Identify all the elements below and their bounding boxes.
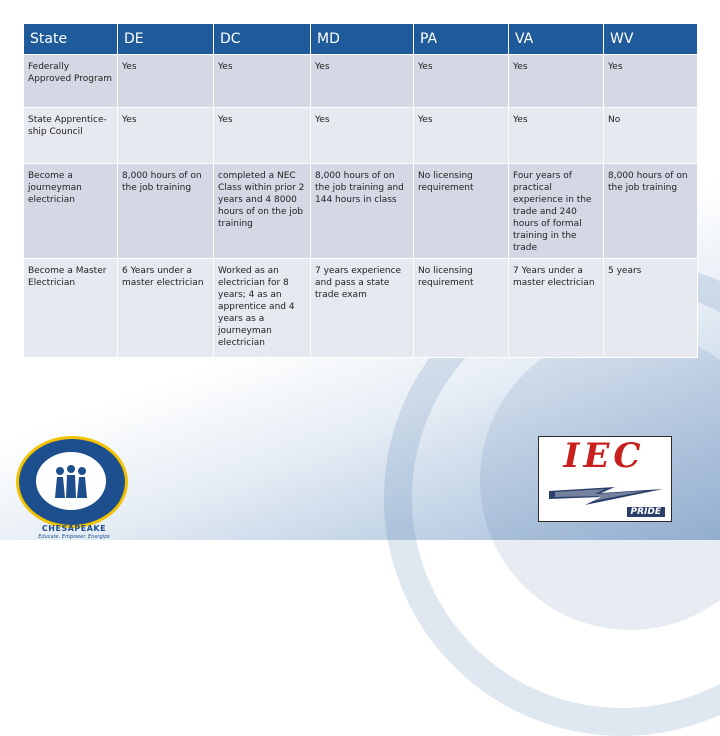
table-cell: Yes [509,55,604,108]
header-cell: DE [118,24,214,55]
table-cell: Four years of practical experience in the trade and 240 hours of formal training in the trade [509,164,604,259]
header-cell: WV [604,24,698,55]
table-row [24,108,698,164]
table-cell: completed a NEC Class within prior 2 years and 4 8000 hours of on the job training [214,164,311,259]
table-cell: Yes [118,108,214,164]
table-cell: Yes [604,55,698,108]
table-cell: 7 years experience and pass a state trade exam [311,259,414,358]
workers-icon [52,464,90,500]
table-cell: Yes [214,55,311,108]
iec-chesapeake-logo [14,436,134,540]
row-label: Become a journeyman electrician [24,164,118,259]
header-cell: DC [214,24,311,55]
row-label: State Apprentice-ship Council [24,108,118,164]
table-cell: Worked as an electrician for 8 years; 4 as an apprentice and 4 years as a journeyman electrician [214,259,311,358]
licensing-comparison-table [23,23,698,358]
table-cell: 8,000 hours of on the job training [118,164,214,259]
table-cell: 8,000 hours of on the job training and 144 hours in class [311,164,414,259]
table-row [24,259,698,358]
header-cell: State [24,24,118,55]
header-cell: MD [311,24,414,55]
table-cell: Yes [509,108,604,164]
table-row [24,164,698,259]
table-header-row [24,24,698,55]
table-row [24,55,698,108]
table-cell: Yes [311,108,414,164]
table-cell: Yes [414,55,509,108]
logo-tagline: Educate. Empower. Energize [38,534,110,540]
table-cell: Yes [214,108,311,164]
table-cell: 8,000 hours of on the job training [604,164,698,259]
row-label: Federally Approved Program [24,55,118,108]
table-cell: Yes [311,55,414,108]
row-label: Become a Master Electrician [24,259,118,358]
iec-pride-logo [538,436,672,522]
logo-chesapeake-text: CHESAPEAKE [41,524,107,533]
table-cell: 5 years [604,259,698,358]
header-cell: VA [509,24,604,55]
table-cell: 6 Years under a master electrician [118,259,214,358]
table-cell: 7 Years under a master electrician [509,259,604,358]
iec-wordmark: IEC [563,436,645,476]
table-cell: Yes [414,108,509,164]
table-cell: No licensing requirement [414,164,509,259]
pride-label: PRIDE [627,507,666,517]
table-cell: Yes [118,55,214,108]
header-cell: PA [414,24,509,55]
table-cell: No licensing requirement [414,259,509,358]
lightning-bolt-icon [545,477,667,509]
table-cell: No [604,108,698,164]
